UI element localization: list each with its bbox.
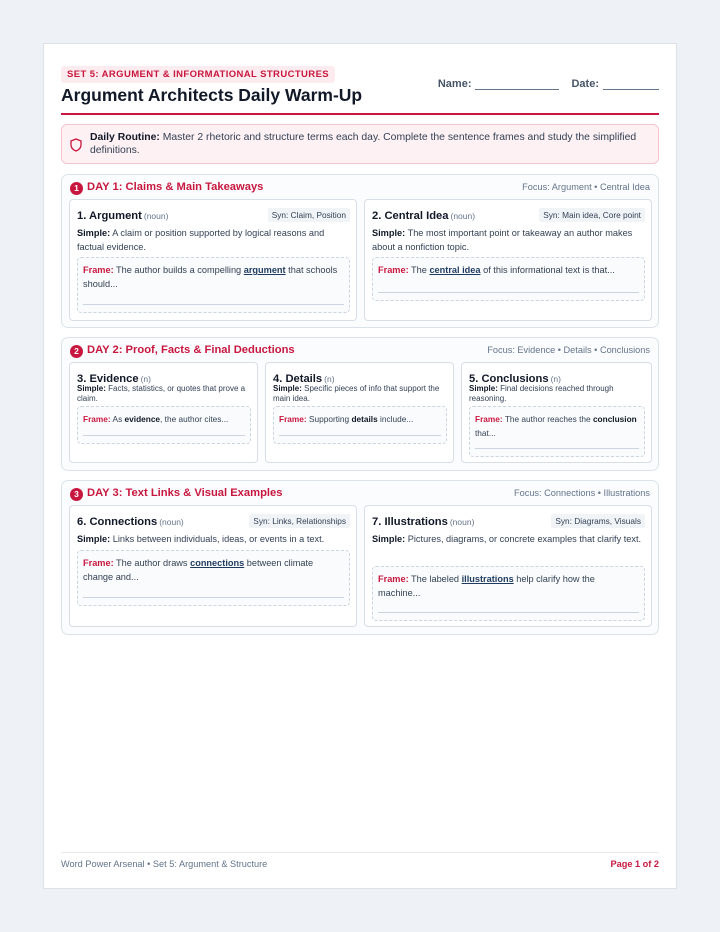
frame-keyword: details (351, 414, 378, 424)
simple-text: Facts, statistics, or quotes that prove a claim. (77, 384, 246, 403)
term-name: 7. Illustrations (372, 516, 448, 528)
frame-text-start: The labeled (411, 574, 460, 584)
term-name: 6. Connections (77, 516, 158, 528)
routine-text: Master 2 rhetoric and structure terms each day. Complete the sentence frames and study the simplified definitions. (90, 132, 637, 156)
simple-text: Specific pieces of info that support the main idea. (273, 384, 440, 403)
simple-text: A claim or position supported by logical reasons and factual evidence. (77, 228, 325, 252)
term-card-central-idea (364, 199, 652, 321)
card-header (372, 512, 645, 526)
answer-line[interactable] (378, 612, 639, 613)
answer-line[interactable] (378, 292, 639, 293)
simple-label: Simple: (77, 384, 106, 393)
synonym-tag: Syn: Links, Relationships (249, 514, 350, 528)
frame-text-start: The (411, 265, 427, 275)
answer-line[interactable] (83, 304, 344, 305)
frame-text-end: between climate change and... (83, 558, 314, 582)
part-of-speech: (noun) (449, 517, 475, 527)
sentence-frame[interactable] (273, 406, 447, 444)
frame-keyword: conclusion (592, 414, 637, 424)
frame-label: Frame: (83, 265, 114, 275)
simple-text: The most important point or takeaway an author makes about a nonfiction topic. (372, 228, 633, 252)
sentence-frame[interactable] (372, 566, 645, 621)
synonym-tag: Syn: Claim, Position (268, 208, 350, 222)
simple-definition (469, 384, 645, 403)
day-2-header (70, 344, 650, 358)
day-focus: Focus: Connections • Illustrations (514, 488, 650, 498)
day-number-badge: 2 (70, 345, 83, 358)
frame-text-end: include... (380, 414, 414, 424)
card-header (469, 369, 645, 383)
sentence-frame[interactable] (77, 550, 350, 606)
name-field[interactable] (438, 78, 560, 90)
date-label: Date: (571, 78, 599, 90)
page-title: Argument Architects Daily Warm-Up (61, 85, 363, 105)
frame-label: Frame: (378, 265, 409, 275)
card-header (77, 512, 350, 526)
frame-text-end: of this informational text is that... (483, 265, 615, 275)
simple-label: Simple: (77, 534, 111, 544)
simple-definition (273, 384, 447, 403)
title-rule (61, 113, 659, 115)
term-name: 5. Conclusions (469, 373, 549, 385)
day-1-header (70, 181, 650, 195)
day-title: DAY 3: Text Links & Visual Examples (87, 487, 283, 499)
term-card-evidence (69, 362, 258, 463)
simple-text: Links between individuals, ideas, or events in a text. (112, 534, 325, 544)
part-of-speech: (n) (550, 374, 561, 384)
sentence-frame[interactable] (469, 406, 645, 457)
frame-keyword: central idea (429, 265, 481, 275)
simple-definition (77, 226, 350, 254)
frame-keyword: connections (190, 558, 245, 568)
footer-divider (61, 852, 659, 853)
name-date-fields (438, 78, 659, 90)
part-of-speech: (noun) (450, 211, 476, 221)
shield-icon (70, 138, 82, 152)
simple-label: Simple: (372, 534, 406, 544)
term-card-connections (69, 505, 357, 627)
sentence-frame[interactable] (77, 406, 251, 444)
day-2-section (61, 337, 659, 471)
set-badge: SET 5: ARGUMENT & INFORMATIONAL STRUCTURES (61, 66, 335, 83)
frame-text-start: The author reaches the (504, 414, 591, 424)
frame-label: Frame: (378, 574, 409, 584)
answer-line[interactable] (83, 435, 245, 436)
term-name: 4. Details (273, 373, 323, 385)
day-focus: Focus: Evidence • Details • Conclusions (487, 345, 650, 355)
simple-text: Final decisions reached through reasoning. (469, 384, 614, 403)
page-number: Page 1 of 2 (610, 859, 659, 869)
frame-text-start: As (112, 414, 123, 424)
answer-line[interactable] (475, 448, 639, 449)
routine-label: Daily Routine: (90, 132, 160, 143)
card-header (372, 206, 645, 220)
frame-label: Frame: (83, 414, 111, 424)
synonym-tag: Syn: Diagrams, Visuals (551, 514, 645, 528)
term-card-details (265, 362, 454, 463)
footer-source: Word Power Arsenal • Set 5: Argument & Structure (61, 859, 268, 869)
simple-definition (372, 532, 645, 546)
simple-label: Simple: (273, 384, 302, 393)
term-name: 1. Argument (77, 210, 142, 222)
frame-keyword: argument (243, 265, 286, 275)
term-card-illustrations (364, 505, 652, 627)
card-header (77, 369, 251, 383)
part-of-speech: (n) (324, 374, 335, 384)
day-focus: Focus: Argument • Central Idea (522, 182, 650, 192)
simple-label: Simple: (469, 384, 498, 393)
simple-definition (77, 384, 251, 403)
simple-definition (77, 532, 350, 546)
card-header (77, 206, 350, 220)
simple-text: Pictures, diagrams, or concrete examples that clarify text. (407, 534, 642, 544)
frame-text-end: that schools should... (83, 265, 338, 289)
frame-label: Frame: (279, 414, 307, 424)
frame-keyword: illustrations (461, 574, 514, 584)
card-header (273, 369, 447, 383)
synonym-tag: Syn: Main idea, Core point (539, 208, 645, 222)
day-number-badge: 1 (70, 182, 83, 195)
answer-line[interactable] (279, 435, 441, 436)
day-3-section (61, 480, 659, 635)
frame-label: Frame: (475, 414, 503, 424)
worksheet-page (43, 43, 677, 889)
day-3-header (70, 487, 650, 501)
name-blank[interactable] (475, 79, 559, 90)
term-name: 2. Central Idea (372, 210, 449, 222)
term-card-conclusions (461, 362, 652, 463)
date-blank[interactable] (603, 79, 659, 90)
simple-label: Simple: (372, 228, 406, 238)
simple-label: Simple: (77, 228, 111, 238)
name-label: Name: (437, 78, 472, 90)
frame-text-start: The author builds a compelling (116, 265, 242, 275)
frame-text-end: , the author cites... (160, 414, 229, 424)
day-1-section (61, 174, 659, 328)
frame-text-start: Supporting (308, 414, 350, 424)
term-name: 3. Evidence (77, 373, 139, 385)
frame-text-end: that... (475, 428, 496, 438)
frame-text-start: The author draws (116, 558, 188, 568)
simple-definition (372, 226, 645, 254)
sentence-frame[interactable] (77, 257, 350, 313)
frame-keyword: evidence (124, 414, 161, 424)
part-of-speech: (noun) (159, 517, 184, 527)
part-of-speech: (noun) (143, 211, 169, 221)
answer-line[interactable] (83, 597, 344, 598)
day-number-badge: 3 (70, 488, 83, 501)
frame-label: Frame: (83, 558, 114, 568)
day-title: DAY 2: Proof, Facts & Final Deductions (87, 344, 295, 356)
part-of-speech: (n) (140, 374, 151, 384)
sentence-frame[interactable] (372, 257, 645, 301)
term-card-argument (69, 199, 357, 321)
frame-text-end: help clarify how the machine... (378, 574, 595, 598)
day-title: DAY 1: Claims & Main Takeaways (87, 181, 264, 193)
date-field[interactable] (571, 78, 659, 90)
daily-routine-callout (61, 124, 659, 164)
